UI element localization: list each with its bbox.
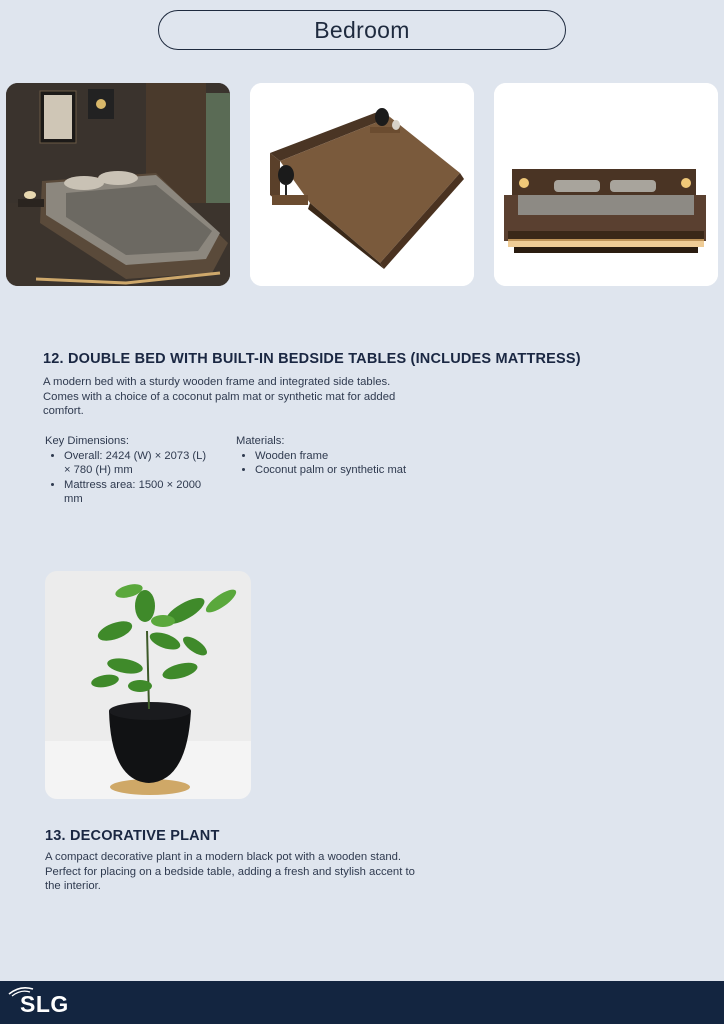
item-12-desc-line: comfort. <box>43 405 84 417</box>
decorative-plant-photo <box>45 571 251 799</box>
bed-frame-render <box>250 83 474 286</box>
material-item: • Wooden frame <box>255 449 466 464</box>
item-12-description <box>43 375 463 419</box>
key-dimensions-block <box>45 434 225 507</box>
item-13-desc-line: the interior. <box>45 880 101 892</box>
section-title: Bedroom <box>158 10 566 50</box>
dimension-item: • Overall: 2424 (W) × 2073 (L) × 780 (H) mm <box>64 449 225 478</box>
item-12-title: 12. DOUBLE BED WITH BUILT-IN BEDSIDE TABLES (INCLUDES MATTRESS) <box>43 351 581 367</box>
dimension-item: • Mattress area: 1500 × 2000 mm <box>64 478 225 507</box>
materials-label: Materials: <box>236 435 285 447</box>
bedroom-photo <box>6 83 230 286</box>
item-13-desc-line: A compact decorative plant in a modern black pot with a wooden stand. <box>45 851 402 863</box>
item-12-desc-line: Comes with a choice of a coconut palm mat or synthetic mat for added <box>43 390 396 403</box>
material-item: • Coconut palm or synthetic mat <box>255 463 466 478</box>
company-logo: SLG <box>20 991 69 1017</box>
item-13-desc-line: Perfect for placing on a bedside table, adding a fresh and stylish accent to <box>45 865 415 878</box>
footer-bar <box>0 981 724 1024</box>
materials-block <box>236 434 466 478</box>
item-13-title: 13. DECORATIVE PLANT <box>45 828 220 844</box>
item-13-description <box>45 850 485 894</box>
bed-front-view <box>494 83 718 286</box>
item-12-desc-line: A modern bed with a sturdy wooden frame and integrated side tables. <box>43 376 391 388</box>
key-dimensions-label: Key Dimensions: <box>45 435 129 447</box>
